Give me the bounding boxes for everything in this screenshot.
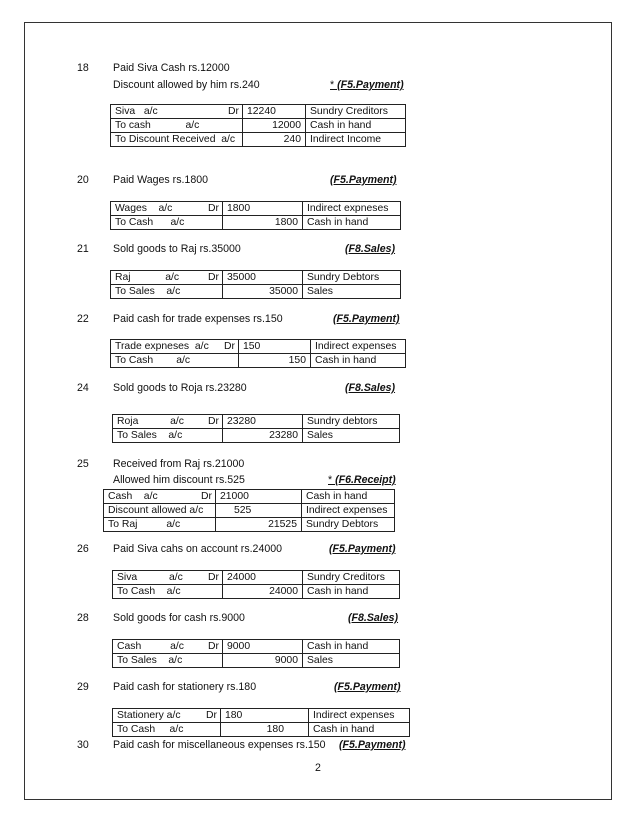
table-row — [111, 133, 406, 147]
page-number: 2 — [315, 762, 321, 774]
debit-cell: 525 — [216, 504, 302, 518]
entry-description: Sold goods to Roja rs.23280 — [113, 382, 247, 394]
account-cell: Cash a/c — [104, 490, 192, 504]
table-row — [113, 723, 410, 737]
dr-cell: Dr — [201, 415, 223, 429]
account-cell: Wages a/c — [111, 202, 201, 216]
account-cell: Roja a/c — [113, 415, 201, 429]
entry-description: Paid cash for trade expenses rs.150 — [113, 313, 283, 325]
debit-cell: 12240 — [243, 105, 306, 119]
group-cell: Sundry Creditors — [306, 105, 406, 119]
debit-cell: 1800 — [223, 202, 303, 216]
group-cell: Indirect expenses — [311, 340, 406, 354]
journal-table — [112, 570, 400, 599]
entry-number: 20 — [77, 174, 89, 186]
group-cell: Sundry Debtors — [302, 518, 395, 532]
account-cell: To Sales a/c — [113, 429, 223, 443]
debit-cell: 180 — [221, 709, 309, 723]
group-cell: Sales — [303, 285, 401, 299]
table-row — [111, 271, 401, 285]
credit-cell: 23280 — [223, 429, 303, 443]
group-cell: Cash in hand — [303, 216, 401, 230]
dr-cell: Dr — [201, 271, 223, 285]
group-cell: Sales — [303, 654, 400, 668]
voucher-type: * (F6.Receipt) — [328, 474, 396, 486]
account-cell: Siva a/c — [113, 571, 201, 585]
account-cell: To Cash a/c — [111, 354, 239, 368]
voucher-type: * (F5.Payment) — [330, 79, 404, 91]
account-cell: To Discount Received a/c — [111, 133, 243, 147]
account-cell: To Cash a/c — [113, 723, 221, 737]
account-cell: To Cash a/c — [113, 585, 223, 599]
group-cell: Sundry Creditors — [303, 571, 400, 585]
voucher-type: (F8.Sales) — [348, 612, 399, 624]
account-cell: Trade expneses a/c — [111, 340, 219, 354]
table-row — [113, 654, 400, 668]
table-row — [111, 202, 401, 216]
entry-description: Sold goods for cash rs.9000 — [113, 612, 245, 624]
table-row — [113, 429, 400, 443]
table-row — [113, 415, 400, 429]
entry-description: Paid Siva Cash rs.12000 — [113, 62, 230, 74]
voucher-type: (F8.Sales) — [345, 382, 396, 394]
account-cell: To Sales a/c — [113, 654, 223, 668]
entry-number: 18 — [77, 62, 89, 74]
table-row — [111, 340, 406, 354]
group-cell: Indirect Income — [306, 133, 406, 147]
voucher-type: (F5.Payment) — [333, 313, 400, 325]
account-cell: To cash a/c — [111, 119, 243, 133]
journal-table — [110, 270, 401, 299]
account-cell: To Raj a/c — [104, 518, 216, 532]
entry-number: 25 — [77, 458, 89, 470]
table-row — [111, 105, 406, 119]
dr-cell: Dr — [199, 709, 221, 723]
debit-cell: 24000 — [223, 571, 303, 585]
table-row — [104, 504, 395, 518]
group-cell: Indirect expenses — [309, 709, 410, 723]
group-cell: Cash in hand — [302, 490, 395, 504]
entry-description: Received from Raj rs.21000 — [113, 458, 245, 470]
credit-cell: 9000 — [223, 654, 303, 668]
dr-cell: Dr — [213, 105, 243, 119]
voucher-type: (F5.Payment) — [330, 174, 397, 186]
dr-cell: Dr — [192, 490, 216, 504]
account-cell: Discount allowed a/c — [104, 504, 216, 518]
credit-cell: 24000 — [223, 585, 303, 599]
entry-number: 30 — [77, 739, 89, 751]
debit-cell: 23280 — [223, 415, 303, 429]
table-row — [104, 490, 395, 504]
group-cell: Sundry debtors — [303, 415, 400, 429]
table-row — [113, 640, 400, 654]
table-row — [111, 216, 401, 230]
credit-cell: 240 — [243, 133, 306, 147]
credit-cell: 1800 — [223, 216, 303, 230]
account-cell: Siva a/c — [111, 105, 213, 119]
journal-table — [110, 201, 401, 230]
entry-description: Sold goods to Raj rs.35000 — [113, 243, 241, 255]
entry-number: 21 — [77, 243, 89, 255]
debit-cell: 35000 — [223, 271, 303, 285]
table-row — [104, 518, 395, 532]
debit-cell: 21000 — [216, 490, 302, 504]
credit-cell: 150 — [239, 354, 311, 368]
journal-table — [112, 639, 400, 668]
account-cell: To Sales a/c — [111, 285, 223, 299]
journal-table — [112, 708, 410, 737]
debit-cell: 9000 — [223, 640, 303, 654]
group-cell: Sales — [303, 429, 400, 443]
entry-description: Paid cash for miscellaneous expenses rs.150 — [113, 739, 326, 751]
credit-cell: 21525 — [216, 518, 302, 532]
account-cell: Raj a/c — [111, 271, 201, 285]
group-cell: Sundry Debtors — [303, 271, 401, 285]
table-row — [111, 119, 406, 133]
group-cell: Indirect expenses — [302, 504, 395, 518]
table-row — [113, 585, 400, 599]
journal-table — [110, 104, 406, 147]
table-row — [113, 571, 400, 585]
group-cell: Cash in hand — [309, 723, 410, 737]
voucher-type: (F8.Sales) — [345, 243, 396, 255]
dr-cell: Dr — [201, 571, 223, 585]
entry-number: 29 — [77, 681, 89, 693]
entry-description: Paid Wages rs.1800 — [113, 174, 209, 186]
table-row — [111, 354, 406, 368]
journal-table — [110, 339, 406, 368]
credit-cell: 12000 — [243, 119, 306, 133]
entry-description: Discount allowed by him rs.240 — [113, 79, 260, 91]
entry-number: 24 — [77, 382, 89, 394]
credit-cell: 180 — [221, 723, 309, 737]
dr-cell: Dr — [201, 640, 223, 654]
group-cell: Cash in hand — [311, 354, 406, 368]
account-cell: Stationery a/c — [113, 709, 199, 723]
table-row — [111, 285, 401, 299]
entry-number: 26 — [77, 543, 89, 555]
account-cell: Cash a/c — [113, 640, 201, 654]
account-cell: To Cash a/c — [111, 216, 223, 230]
debit-cell: 150 — [239, 340, 311, 354]
group-cell: Cash in hand — [306, 119, 406, 133]
credit-cell: 35000 — [223, 285, 303, 299]
entry-number: 28 — [77, 612, 89, 624]
entry-description: Paid cash for stationery rs.180 — [113, 681, 257, 693]
entry-description: Allowed him discount rs.525 — [113, 474, 245, 486]
group-cell: Indirect expneses — [303, 202, 401, 216]
dr-cell: Dr — [219, 340, 239, 354]
entry-number: 22 — [77, 313, 89, 325]
group-cell: Cash in hand — [303, 640, 400, 654]
journal-table — [103, 489, 395, 532]
voucher-type: (F5.Payment) — [334, 681, 401, 693]
journal-table — [112, 414, 400, 443]
entry-description: Paid Siva cahs on account rs.24000 — [113, 543, 283, 555]
table-row — [113, 709, 410, 723]
voucher-type: (F5.Payment) — [329, 543, 396, 555]
dr-cell: Dr — [201, 202, 223, 216]
group-cell: Cash in hand — [303, 585, 400, 599]
voucher-type: (F5.Payment) — [339, 739, 406, 751]
